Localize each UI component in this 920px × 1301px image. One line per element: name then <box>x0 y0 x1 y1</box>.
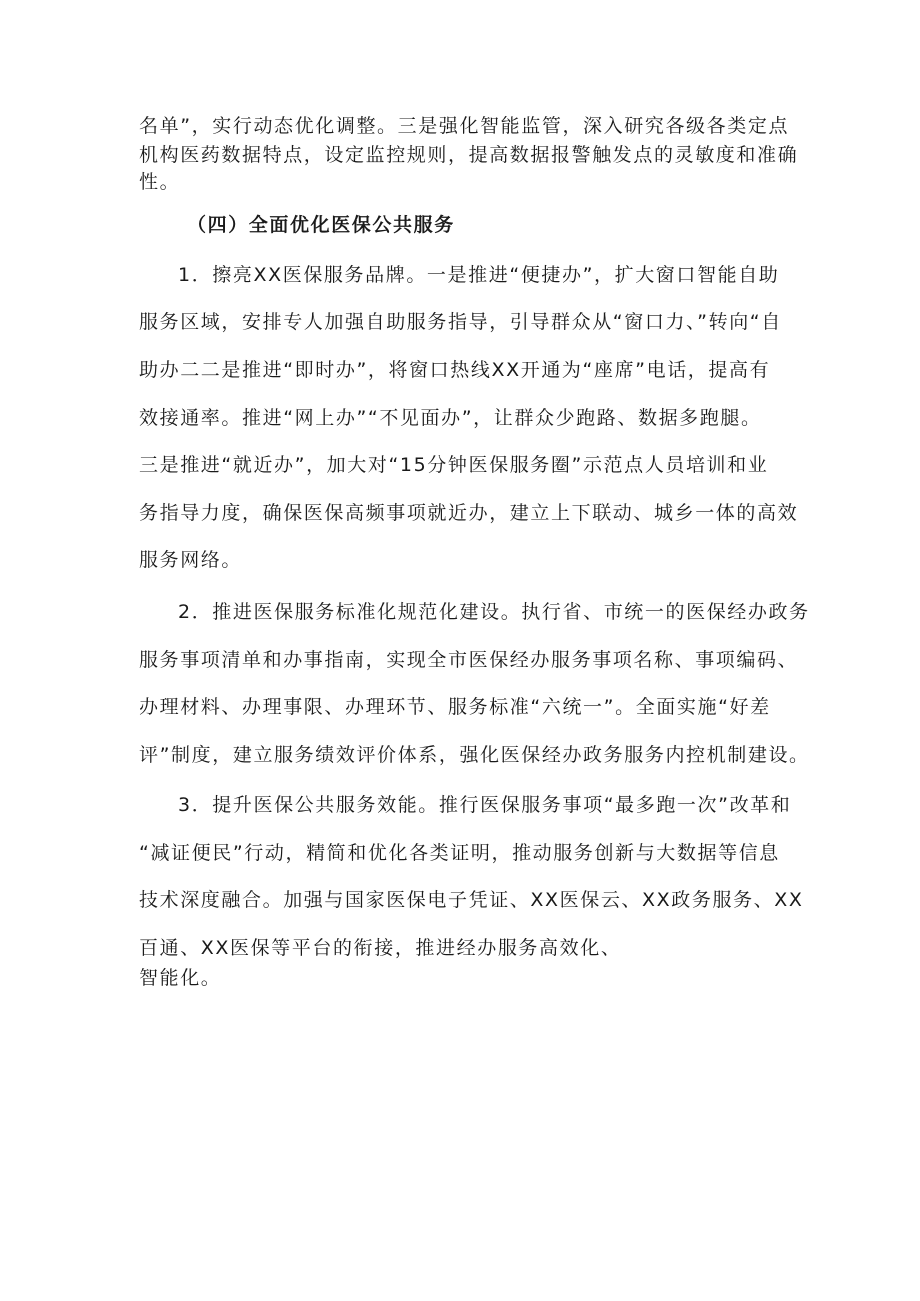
item3-line-5: 智能化。 <box>139 967 222 989</box>
item1-line-6: 务指导力度，确保医保高频事项就近办，建立上下联动、城乡一体的高效 <box>139 502 799 524</box>
item3-line-2: “减证便民”行动，精简和优化各类证明，推动服务创新与大数据等信息 <box>139 842 780 864</box>
intro-line-3: 性。 <box>139 171 181 193</box>
item2-line-4: 评”制度，建立服务绩效评价体系，强化医保经办政务服务内控机制建设。 <box>139 744 810 766</box>
intro-line-2: 机构医药数据特点，设定监控规则，提高数据报警触发点的灵敏度和准确 <box>139 144 799 166</box>
item3-line-4: 百通、XX医保等平台的衔接，推进经办服务高效化、 <box>139 937 622 959</box>
item1-line-5: 三是推进“就近办”，加大对“15分钟医保服务圈”示范点人员培训和业 <box>139 454 769 476</box>
item2-line-1: 2．推进医保服务标准化规范化建设。执行省、市统一的医保经办政务 <box>178 601 810 623</box>
item1-line-3: 助办二二是推进“即时办”，将窗口热线XX开通为“座席”电话，提高有 <box>139 359 771 381</box>
section-heading: （四）全面优化医保公共服务 <box>187 214 455 236</box>
item2-line-3: 办理材料、办理事限、办理环节、服务标准“六统一”。全面实施“好差 <box>139 696 771 718</box>
item1-line-4: 效接通率。推进“网上办”“不见面办”，让群众少跑路、数据多跑腿。 <box>139 407 762 429</box>
item1-line-2: 服务区域，安排专人加强自助服务指导，引导群众从“窗口力、”转向“自 <box>139 311 782 333</box>
item1-line-1: 1．擦亮XX医保服务品牌。一是推进“便捷办”，扩大窗口智能自助 <box>178 264 780 286</box>
item3-line-3: 技术深度融合。加强与国家医保电子凭证、XX医保云、XX政务服务、XX <box>139 889 804 911</box>
intro-line-1: 名单”，实行动态优化调整。三是强化智能监管，深入研究各级各类定点 <box>139 115 790 137</box>
item2-line-2: 服务事项清单和办事指南，实现全市医保经办服务事项名称、事项编码、 <box>139 649 799 671</box>
item3-line-1: 3．提升医保公共服务效能。推行医保服务事项“最多跑一次”改革和 <box>178 794 792 816</box>
item1-line-7: 服务网络。 <box>139 549 243 571</box>
